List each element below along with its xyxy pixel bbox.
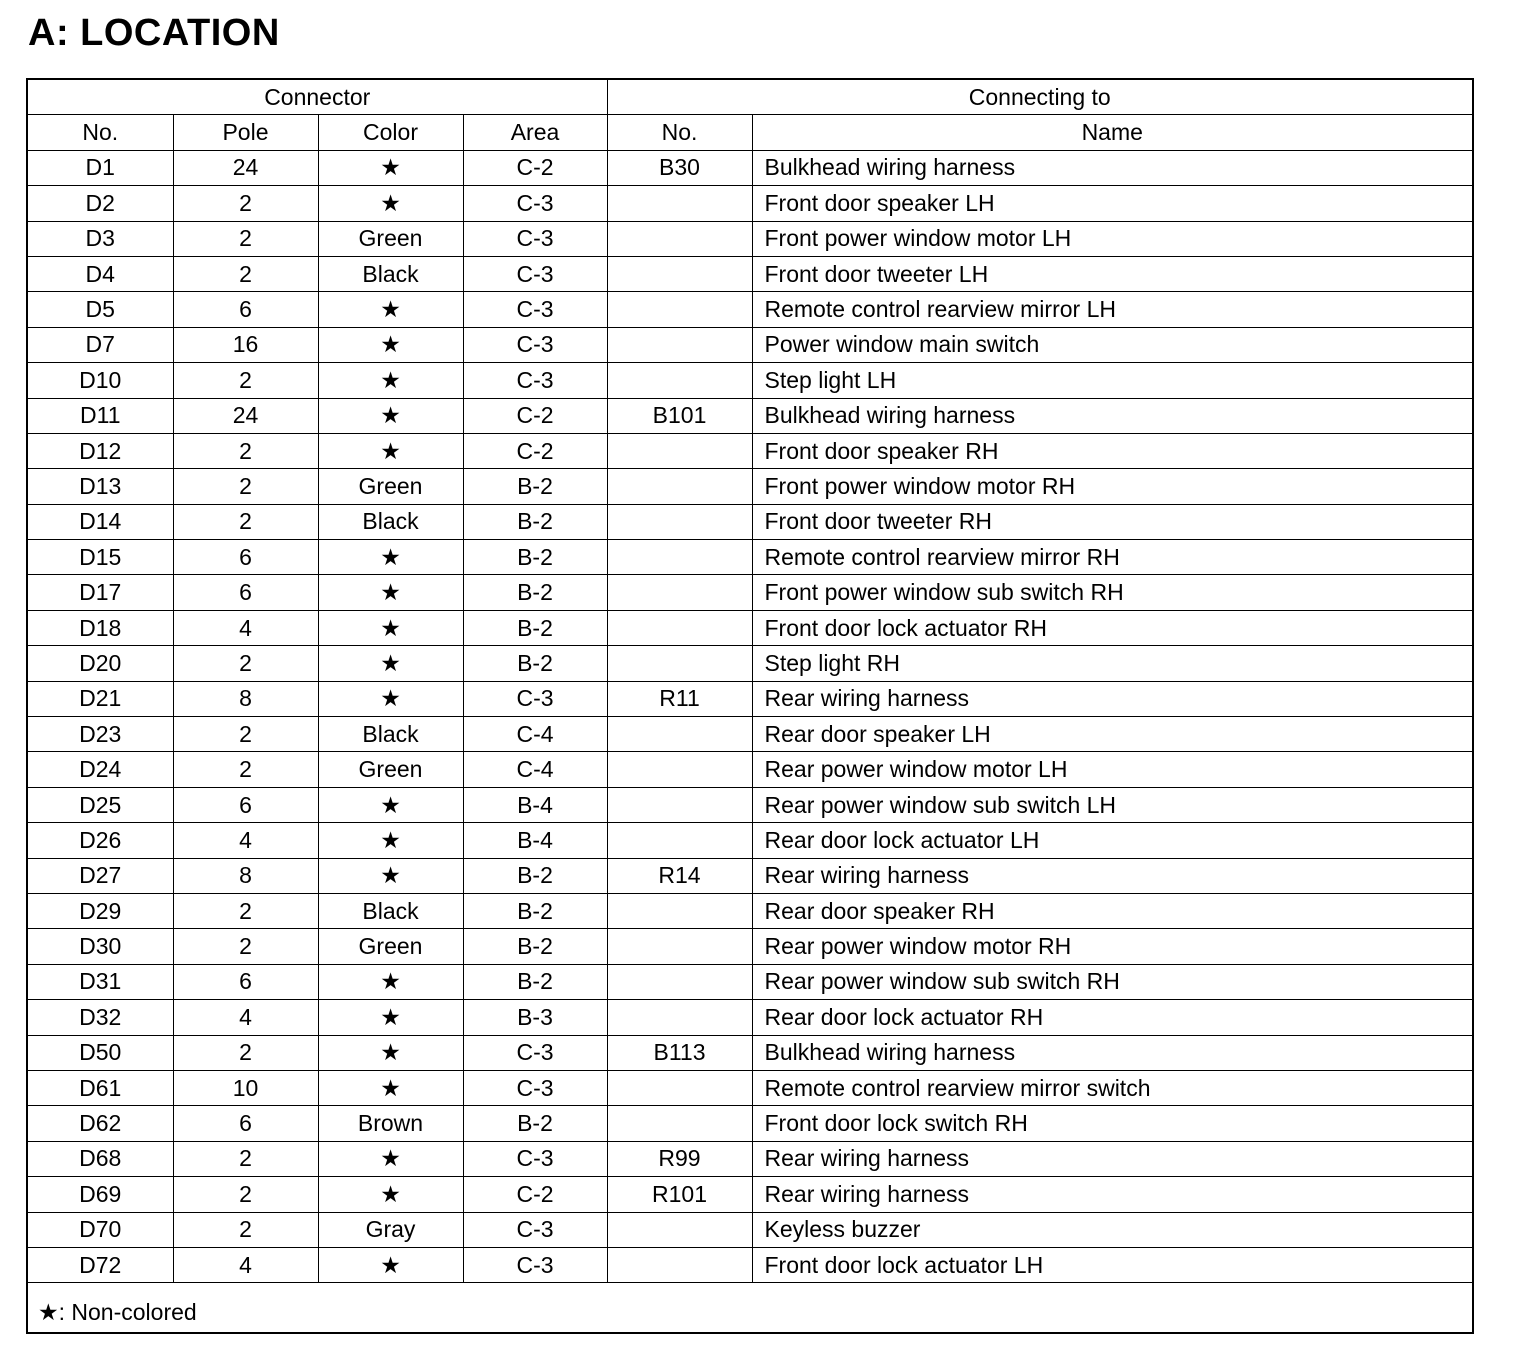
cell-to-no	[607, 292, 752, 327]
cell-area: C-3	[463, 221, 607, 256]
table-row	[28, 646, 1472, 681]
cell-name: Rear door lock actuator LH	[752, 823, 1472, 858]
cell-name: Front door tweeter RH	[752, 504, 1472, 539]
cell-color: ★	[318, 1000, 463, 1035]
table-row	[28, 929, 1472, 964]
table-body	[28, 150, 1472, 1283]
cell-no: D24	[28, 752, 173, 787]
cell-no: D30	[28, 929, 173, 964]
cell-no: D69	[28, 1177, 173, 1212]
column-header-row	[28, 115, 1472, 150]
cell-color: ★	[318, 1035, 463, 1070]
cell-color: ★	[318, 964, 463, 999]
cell-to-no	[607, 1000, 752, 1035]
column-header-pole: Pole	[173, 115, 318, 150]
cell-name: Rear power window motor LH	[752, 752, 1472, 787]
table-row	[28, 752, 1472, 787]
cell-pole: 6	[173, 540, 318, 575]
cell-area: B-2	[463, 575, 607, 610]
cell-pole: 2	[173, 256, 318, 291]
cell-name: Rear door speaker RH	[752, 893, 1472, 928]
table-row	[28, 433, 1472, 468]
table-row	[28, 964, 1472, 999]
cell-pole: 6	[173, 964, 318, 999]
cell-to-no	[607, 1070, 752, 1105]
cell-no: D23	[28, 717, 173, 752]
cell-pole: 2	[173, 717, 318, 752]
cell-area: C-3	[463, 292, 607, 327]
cell-pole: 2	[173, 1141, 318, 1176]
cell-name: Rear wiring harness	[752, 858, 1472, 893]
cell-no: D31	[28, 964, 173, 999]
cell-area: B-2	[463, 1106, 607, 1141]
cell-to-no: B30	[607, 150, 752, 185]
cell-color: ★	[318, 575, 463, 610]
cell-name: Step light RH	[752, 646, 1472, 681]
cell-to-no	[607, 893, 752, 928]
cell-color: ★	[318, 823, 463, 858]
table-row	[28, 504, 1472, 539]
cell-area: B-4	[463, 823, 607, 858]
cell-name: Front power window sub switch RH	[752, 575, 1472, 610]
cell-no: D10	[28, 363, 173, 398]
cell-to-no	[607, 1212, 752, 1247]
cell-no: D62	[28, 1106, 173, 1141]
cell-name: Front door tweeter LH	[752, 256, 1472, 291]
cell-to-no	[607, 256, 752, 291]
column-header-to-no: No.	[607, 115, 752, 150]
cell-color: Black	[318, 717, 463, 752]
cell-area: B-2	[463, 893, 607, 928]
table-row	[28, 1177, 1472, 1212]
cell-color: Brown	[318, 1106, 463, 1141]
cell-color: ★	[318, 398, 463, 433]
cell-area: B-2	[463, 858, 607, 893]
cell-to-no	[607, 787, 752, 822]
cell-area: C-3	[463, 1212, 607, 1247]
cell-to-no	[607, 327, 752, 362]
table-row	[28, 787, 1472, 822]
cell-color: ★	[318, 1141, 463, 1176]
cell-name: Remote control rearview mirror switch	[752, 1070, 1472, 1105]
table-row	[28, 893, 1472, 928]
cell-to-no	[607, 823, 752, 858]
table-row	[28, 327, 1472, 362]
cell-no: D12	[28, 433, 173, 468]
cell-name: Front door lock switch RH	[752, 1106, 1472, 1141]
cell-color: ★	[318, 150, 463, 185]
cell-pole: 2	[173, 186, 318, 221]
cell-color: ★	[318, 1070, 463, 1105]
cell-pole: 8	[173, 681, 318, 716]
cell-no: D27	[28, 858, 173, 893]
cell-no: D5	[28, 292, 173, 327]
cell-name: Front door lock actuator RH	[752, 610, 1472, 645]
cell-to-no	[607, 646, 752, 681]
cell-pole: 10	[173, 1070, 318, 1105]
table-row	[28, 1070, 1472, 1105]
cell-color: Green	[318, 752, 463, 787]
cell-pole: 2	[173, 1177, 318, 1212]
table-row	[28, 858, 1472, 893]
cell-area: C-2	[463, 150, 607, 185]
table-row	[28, 717, 1472, 752]
cell-color: ★	[318, 610, 463, 645]
cell-pole: 6	[173, 292, 318, 327]
cell-pole: 2	[173, 929, 318, 964]
table-row	[28, 575, 1472, 610]
footnote: ★: Non-colored	[38, 1299, 197, 1325]
column-header-color: Color	[318, 115, 463, 150]
cell-no: D1	[28, 150, 173, 185]
cell-area: C-3	[463, 1141, 607, 1176]
cell-color: ★	[318, 1177, 463, 1212]
cell-pole: 6	[173, 787, 318, 822]
cell-pole: 8	[173, 858, 318, 893]
cell-area: B-2	[463, 610, 607, 645]
cell-no: D21	[28, 681, 173, 716]
cell-name: Bulkhead wiring harness	[752, 1035, 1472, 1070]
cell-to-no: R14	[607, 858, 752, 893]
cell-to-no: R11	[607, 681, 752, 716]
cell-name: Rear wiring harness	[752, 1141, 1472, 1176]
cell-no: D4	[28, 256, 173, 291]
cell-color: ★	[318, 327, 463, 362]
cell-no: D29	[28, 893, 173, 928]
cell-name: Bulkhead wiring harness	[752, 398, 1472, 433]
cell-pole: 2	[173, 752, 318, 787]
cell-color: Green	[318, 469, 463, 504]
cell-color: Gray	[318, 1212, 463, 1247]
connector-table	[28, 80, 1472, 1283]
cell-name: Rear wiring harness	[752, 681, 1472, 716]
cell-to-no: R99	[607, 1141, 752, 1176]
cell-to-no: B101	[607, 398, 752, 433]
cell-name: Rear power window sub switch LH	[752, 787, 1472, 822]
connecting-to-group-header: Connecting to	[607, 80, 1472, 115]
cell-pole: 2	[173, 221, 318, 256]
cell-to-no	[607, 540, 752, 575]
cell-pole: 2	[173, 646, 318, 681]
cell-color: ★	[318, 681, 463, 716]
table-row	[28, 186, 1472, 221]
cell-name: Front door lock actuator LH	[752, 1247, 1472, 1282]
cell-to-no	[607, 504, 752, 539]
cell-to-no	[607, 433, 752, 468]
cell-area: B-2	[463, 964, 607, 999]
cell-pole: 2	[173, 1212, 318, 1247]
cell-no: D70	[28, 1212, 173, 1247]
table-row	[28, 363, 1472, 398]
cell-pole: 2	[173, 893, 318, 928]
table-row	[28, 540, 1472, 575]
page-title: A: LOCATION	[28, 12, 280, 54]
cell-color: Green	[318, 221, 463, 256]
cell-to-no	[607, 1247, 752, 1282]
table-row	[28, 150, 1472, 185]
table-row	[28, 221, 1472, 256]
table-row	[28, 610, 1472, 645]
cell-pole: 16	[173, 327, 318, 362]
table-row	[28, 1212, 1472, 1247]
cell-pole: 2	[173, 363, 318, 398]
table-row	[28, 469, 1472, 504]
cell-to-no	[607, 575, 752, 610]
cell-to-no	[607, 717, 752, 752]
cell-name: Power window main switch	[752, 327, 1472, 362]
cell-area: C-4	[463, 752, 607, 787]
cell-to-no	[607, 469, 752, 504]
cell-no: D72	[28, 1247, 173, 1282]
cell-to-no	[607, 221, 752, 256]
cell-name: Bulkhead wiring harness	[752, 150, 1472, 185]
cell-no: D20	[28, 646, 173, 681]
cell-pole: 4	[173, 823, 318, 858]
cell-area: C-3	[463, 363, 607, 398]
cell-no: D32	[28, 1000, 173, 1035]
cell-name: Keyless buzzer	[752, 1212, 1472, 1247]
cell-no: D15	[28, 540, 173, 575]
cell-pole: 2	[173, 504, 318, 539]
table-row	[28, 1247, 1472, 1282]
cell-name: Rear power window motor RH	[752, 929, 1472, 964]
cell-area: B-2	[463, 504, 607, 539]
table-row	[28, 681, 1472, 716]
cell-area: C-2	[463, 398, 607, 433]
cell-to-no	[607, 1106, 752, 1141]
cell-name: Rear power window sub switch RH	[752, 964, 1472, 999]
connector-table-frame	[26, 78, 1474, 1334]
cell-color: ★	[318, 292, 463, 327]
connector-group-header: Connector	[28, 80, 607, 115]
cell-area: C-2	[463, 433, 607, 468]
cell-color: ★	[318, 186, 463, 221]
table-row	[28, 1000, 1472, 1035]
cell-area: C-4	[463, 717, 607, 752]
cell-area: C-3	[463, 1070, 607, 1105]
cell-pole: 24	[173, 398, 318, 433]
cell-name: Front power window motor LH	[752, 221, 1472, 256]
cell-name: Rear door lock actuator RH	[752, 1000, 1472, 1035]
cell-area: B-2	[463, 646, 607, 681]
cell-pole: 6	[173, 1106, 318, 1141]
cell-no: D7	[28, 327, 173, 362]
table-row	[28, 1035, 1472, 1070]
cell-pole: 4	[173, 610, 318, 645]
table-row	[28, 256, 1472, 291]
cell-color: ★	[318, 363, 463, 398]
cell-area: C-3	[463, 256, 607, 291]
cell-no: D26	[28, 823, 173, 858]
cell-to-no	[607, 752, 752, 787]
cell-name: Rear wiring harness	[752, 1177, 1472, 1212]
cell-pole: 4	[173, 1000, 318, 1035]
cell-to-no	[607, 964, 752, 999]
cell-color: ★	[318, 1247, 463, 1282]
cell-name: Front door speaker LH	[752, 186, 1472, 221]
cell-pole: 2	[173, 433, 318, 468]
cell-no: D50	[28, 1035, 173, 1070]
cell-color: Black	[318, 893, 463, 928]
cell-pole: 4	[173, 1247, 318, 1282]
cell-name: Remote control rearview mirror LH	[752, 292, 1472, 327]
cell-no: D2	[28, 186, 173, 221]
cell-pole: 2	[173, 1035, 318, 1070]
cell-color: ★	[318, 858, 463, 893]
cell-to-no	[607, 610, 752, 645]
column-header-name: Name	[752, 115, 1472, 150]
cell-color: ★	[318, 433, 463, 468]
cell-pole: 24	[173, 150, 318, 185]
cell-area: C-3	[463, 186, 607, 221]
cell-area: C-3	[463, 1247, 607, 1282]
table-row	[28, 292, 1472, 327]
cell-pole: 6	[173, 575, 318, 610]
cell-no: D68	[28, 1141, 173, 1176]
cell-area: B-3	[463, 1000, 607, 1035]
cell-no: D11	[28, 398, 173, 433]
table-row	[28, 1106, 1472, 1141]
cell-color: Black	[318, 256, 463, 291]
cell-color: ★	[318, 646, 463, 681]
cell-area: C-3	[463, 327, 607, 362]
cell-name: Front power window motor RH	[752, 469, 1472, 504]
cell-to-no: B113	[607, 1035, 752, 1070]
cell-no: D18	[28, 610, 173, 645]
table-row	[28, 823, 1472, 858]
cell-area: B-2	[463, 540, 607, 575]
column-header-area: Area	[463, 115, 607, 150]
cell-area: C-3	[463, 1035, 607, 1070]
cell-color: Green	[318, 929, 463, 964]
cell-color: ★	[318, 540, 463, 575]
cell-no: D17	[28, 575, 173, 610]
cell-name: Front door speaker RH	[752, 433, 1472, 468]
cell-no: D13	[28, 469, 173, 504]
cell-color: ★	[318, 787, 463, 822]
cell-name: Remote control rearview mirror RH	[752, 540, 1472, 575]
group-header-row	[28, 80, 1472, 115]
table-row	[28, 398, 1472, 433]
cell-color: Black	[318, 504, 463, 539]
cell-area: B-2	[463, 469, 607, 504]
cell-to-no	[607, 186, 752, 221]
cell-to-no: R101	[607, 1177, 752, 1212]
cell-area: B-2	[463, 929, 607, 964]
cell-no: D25	[28, 787, 173, 822]
column-header-no: No.	[28, 115, 173, 150]
cell-no: D3	[28, 221, 173, 256]
cell-no: D14	[28, 504, 173, 539]
cell-to-no	[607, 363, 752, 398]
cell-pole: 2	[173, 469, 318, 504]
cell-to-no	[607, 929, 752, 964]
cell-area: C-3	[463, 681, 607, 716]
table-row	[28, 1141, 1472, 1176]
cell-area: C-2	[463, 1177, 607, 1212]
cell-area: B-4	[463, 787, 607, 822]
cell-name: Rear door speaker LH	[752, 717, 1472, 752]
cell-name: Step light LH	[752, 363, 1472, 398]
cell-no: D61	[28, 1070, 173, 1105]
